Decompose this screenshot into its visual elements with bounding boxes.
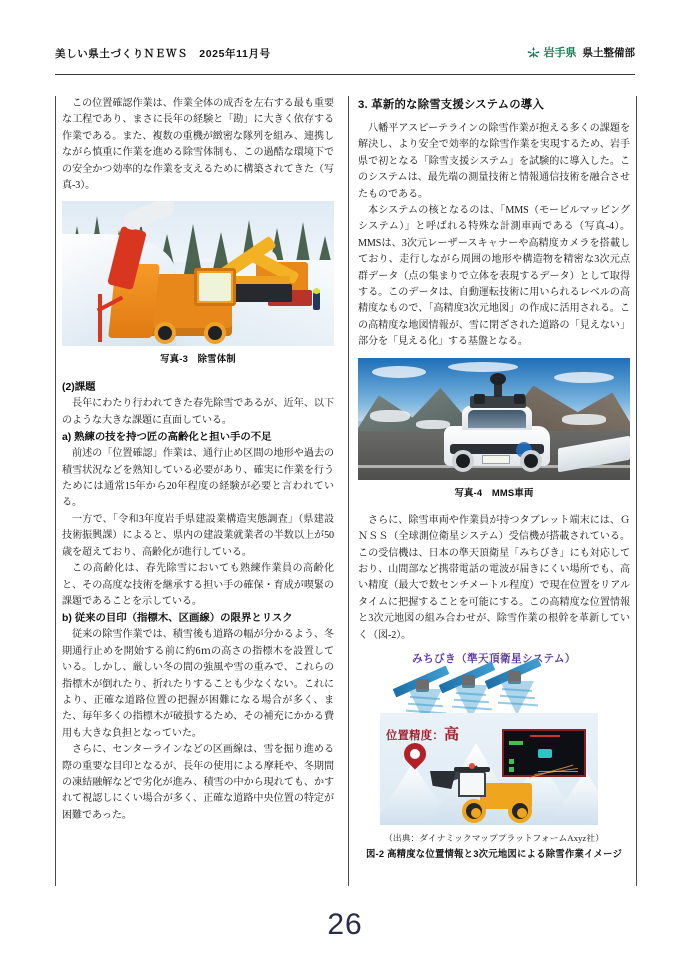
figure-photo-3 xyxy=(62,201,334,365)
header-divider xyxy=(55,74,635,75)
prefecture-name: 岩手県 xyxy=(543,47,577,59)
iwate-logo-icon xyxy=(527,46,540,59)
prefecture-brand xyxy=(527,44,636,60)
accuracy-label xyxy=(386,723,459,744)
paragraph: さらに、除雪車両や作業員が持つタブレット端末には、ＧＮＳＳ（全球測位衛星システム）受信機が搭載されている。この受信機は、日本の準天頂衛星「みちびき」にも対応しており、山間部など携帯電話の電波が届きにくい場所でも、高い精度（最大で数センチメートル程度）で現在位置をリアルタイムに把握することを可能にする。この高精度な位置情報と3次元地図の組み合わせが、除雪作業の根幹を革新していく（図-2）。 xyxy=(358,514,630,641)
section-heading-3: 3. 革新的な除雪支援システムの導入 xyxy=(358,99,544,111)
left-text-column xyxy=(62,96,334,824)
figure-source: （出典：ダイナミックマッププラットフォームAxyz社） xyxy=(384,832,604,843)
accuracy-label-prefix: 位置精度： xyxy=(386,729,444,742)
publication-title: 美しい県土づくりＮＥＷＳ 2025年11月号 xyxy=(55,48,271,60)
paragraph: 前述の「位置確認」作業は、通行止め区間の地形や過去の積雪状況などを熟知している必要があり、確実に作業を行うためには通常15年から20年程度の経験が必要と言われている。 xyxy=(62,448,334,509)
page-header xyxy=(55,44,635,70)
department-name: 県土整備部 xyxy=(582,46,635,59)
page-number: 26 xyxy=(327,908,363,941)
paragraph: 長年にわたり行われてきた春先除雪であるが、近年、以下のような大きな課題に直面している。 xyxy=(62,398,334,426)
paragraph: この高齢化は、春先除雪においても熟練作業員の高齢化と、その高度な技術を継承する担い手の確保・育成が喫緊の課題であることを示している。 xyxy=(62,563,334,607)
warning-beacon-icon xyxy=(469,763,475,769)
column-rule-right xyxy=(636,96,637,886)
column-rule-left xyxy=(55,96,56,886)
wheel-loader-illustration xyxy=(436,767,554,823)
snow-removal-fleet-photo xyxy=(62,201,334,346)
paragraph: 従来の除雪作業では、積雪後も道路の幅が分かるよう、冬期通行止めを開始する前に約6ｍの高さの指標木を設置している。しかし、厳しい冬の間の強風や雪の重みで、これらの指標木が倒れたり、折れたりすることも少なくない。これにより、正確な道路位置の把握が困難になる場合が多く、また、毎年多くの指標木が破損するため、その補充にかかる費用も大きな負担となっていた。 xyxy=(62,629,334,739)
section-heading-a: a) 熟練の技を持つ匠の高齢化と担い手の不足 xyxy=(62,432,272,444)
section-heading-2: (2)課題 xyxy=(62,382,96,394)
figure-caption: 写真-4 MMS車両 xyxy=(454,486,534,498)
figure-photo-4 xyxy=(358,358,630,499)
figure-caption: 図-2 高精度な位置情報と3次元地図による除雪作業イメージ xyxy=(365,847,623,859)
paragraph: 一方で、「令和3年度岩手県建設業構造実態調査」（県建設技術振興課）によると、県内の建設業就業者の半数以上が50歳を超えており、高齢化が進行している。 xyxy=(62,513,334,558)
column-rule-middle xyxy=(348,96,349,886)
paragraph: この位置確認作業は、作業全体の成否を左右する最も重要な工程であり、まさに長年の経験と「勘」に大きく依存する作業である。また、複数の重機が緻密な隊列を組み、連携しながら慎重に作業を進める除雪体制も、この過酷な環境下での安全かつ効率的な作業を支えるために構築されてきた（写真-3）。 xyxy=(62,98,334,192)
mms-survey-vehicle-photo xyxy=(358,358,630,480)
paragraph: 八幡平アスピーテラインの除雪作業が抱える多くの課題を解決し、より安全で効率的な除雪作業を実現するため、岩手県で初となる「除雪支援システム」を試験的に導入した。このシステムは、最先端の測量技術と情報通信技術を融合させたものである。 xyxy=(358,123,630,200)
accuracy-label-value: 高 xyxy=(443,725,460,743)
right-text-column xyxy=(358,96,630,860)
section-heading-b: b) 従来の目印（指標木、区画線）の限界とリスク xyxy=(62,613,293,625)
figure-caption: 写真-3 除雪体制 xyxy=(160,353,236,365)
paragraph: さらに、センターラインなどの区画線は、雪を掘り進める際の重要な目印となるが、長年の使用による摩耗や、冬期間の凍結融解などで劣化が進み、積雪の中から現れても、かすれて視認しにくい場合が多く、正確な道路中央位置の特定が困難であった。 xyxy=(62,744,334,821)
figure-2 xyxy=(358,651,630,860)
paragraph: 本システムの核となるのは、「MMS（モービルマッピングシステム）」と呼ばれる特殊な計測車両である（写真-4）。MMSは、3次元レーザースキャナーや高精度カメラを搭載しており、走行しながら周囲の地形や構造物を精密な3次元点群データ（点の集まりで立体を表現するデータ）として取得する。このデータは、自動運転技術に用いられるレベルの高精度なもので、「高精度3次元地図」の作成に活用される。この高精度な地図情報が、雪に閉ざされた道路の「見えない」部分を「見える化」する基盤となる。 xyxy=(358,205,630,348)
laser-scanner-icon xyxy=(490,373,506,385)
michibiki-qzss-diagram xyxy=(358,651,630,829)
diagram-title: みちびき（準天頂衛星システム） xyxy=(412,652,576,665)
